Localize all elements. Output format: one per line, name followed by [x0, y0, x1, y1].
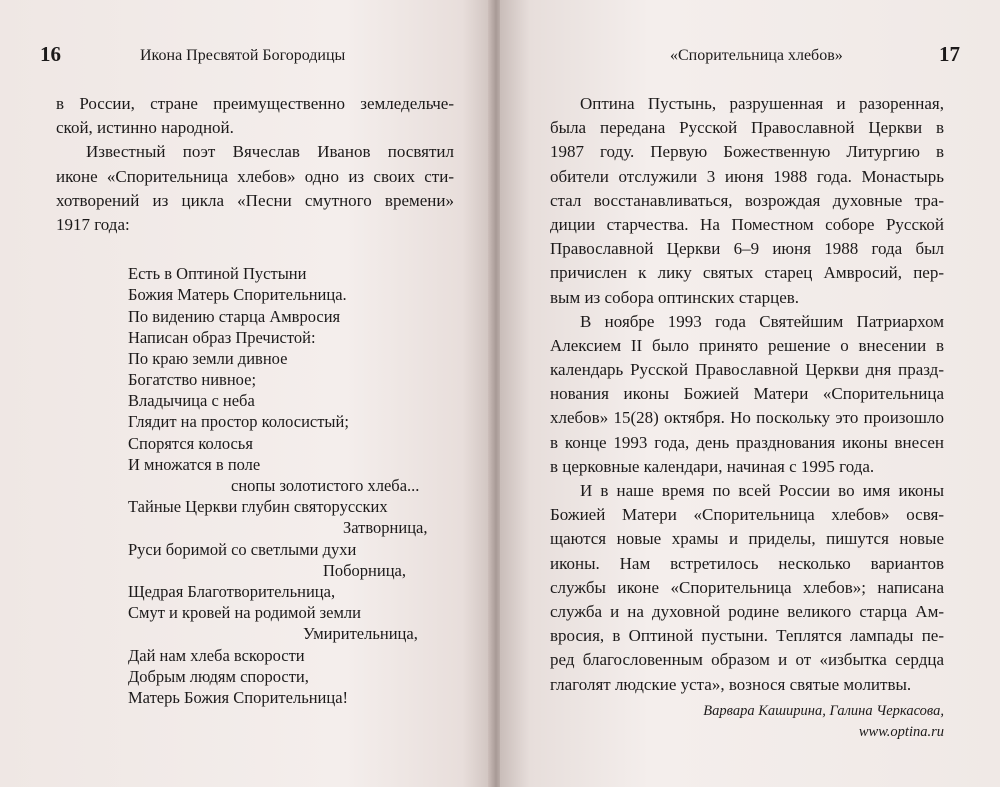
text-line: иконе «Спорительница хлебов» одно из своих сти-: [56, 166, 454, 186]
text-line: В ноябре 1993 года Святейшим Патриархом: [580, 311, 944, 331]
text-line: Известный поэт Вячеслав Иванов посвятил: [86, 142, 454, 162]
poem: [56, 263, 454, 708]
poem-line: По краю земли дивное: [128, 348, 288, 368]
text-line: вым из собора оптинских старцев.: [550, 287, 800, 307]
left-page-number: 16: [40, 42, 61, 66]
text-line: хлебов» 15(28) октября. Но поскольку это произошло: [550, 408, 944, 428]
poem-line: снопы золотистого хлеба...: [231, 476, 420, 495]
poem-line: Богатство нивное;: [128, 370, 257, 390]
poem-line: По видению старца Амвросия: [128, 306, 341, 326]
right-page-body: [550, 92, 944, 743]
text-line: Божией Матери «Спорительница хлебов» освя-: [550, 505, 944, 525]
text-line: была передана Русской Православной Церкви в: [550, 118, 944, 138]
poem-line: Написан образ Пречистой:: [128, 327, 316, 347]
signature: [550, 701, 944, 743]
text-line: службы иконе «Спорительница хлебов»; написана: [550, 577, 944, 597]
poem-line: Глядит на простор колосистый;: [128, 412, 349, 432]
poem-line: Добрым людям спорости,: [128, 666, 309, 686]
signature-source: www.optina.ru: [858, 723, 944, 740]
left-running-title: Икона Пресвятой Богородицы: [140, 47, 346, 64]
text-line: Алексием II было принято решение о внесении в: [550, 335, 944, 355]
text-line: 1917 года:: [56, 214, 130, 234]
poem-line: Есть в Оптиной Пустыни: [128, 264, 307, 284]
text-line: служба и на духовной родине великого старца Ам-: [550, 601, 944, 621]
text-line: ред благословенным образом и от «избытка сердца: [550, 650, 944, 670]
text-line: в церковные календари, начиная с 1995 года.: [550, 456, 875, 476]
right-page-header: [520, 44, 960, 74]
poem-line: Руси боримой со светлыми духи: [128, 539, 357, 559]
signature-authors: Варвара Каширина, Галина Черкасова,: [703, 702, 944, 719]
text-line: стал восстанавливаться, возрождая духовные тра-: [550, 190, 944, 210]
text-line: вросия, в Оптиной пустыни. Теплятся лампады пе-: [550, 626, 944, 646]
text-line: щаются новые храмы и приделы, пишутся новые: [550, 529, 944, 549]
poem-line: Умирительница,: [303, 624, 418, 644]
left-page-header: [40, 44, 460, 74]
right-running-title: «Спорительница хлебов»: [670, 47, 843, 64]
text-line: Православной Церкви 6–9 июня 1988 года был: [550, 239, 944, 259]
text-line: обители отслужили 3 июня 1988 года. Монастырь: [550, 166, 944, 186]
text-line: в России, стране преимущественно земледельче-: [56, 94, 454, 113]
text-line: ской, истинно народной.: [56, 118, 234, 138]
left-page-body: [56, 92, 454, 708]
text-line: в конце 1993 года, день празднования иконы внесен: [550, 432, 944, 452]
text-line: календарь Русской Православной Церкви дня празд-: [550, 360, 944, 380]
right-page: [500, 0, 1000, 787]
text-line: глаголят людские уста», вознося святые молитвы.: [550, 674, 912, 694]
poem-line: Владычица с неба: [128, 391, 255, 411]
text-line: нования иконы Божией Матери «Спорительница: [550, 384, 944, 404]
right-page-number: 17: [939, 42, 960, 66]
poem-line: Поборница,: [323, 560, 406, 580]
left-page: [0, 0, 492, 787]
poem-line: Матерь Божия Спорительница!: [128, 687, 349, 707]
text-line: причислен к лику святых старец Амвросий, пер-: [550, 263, 944, 283]
text-line: хотворений из цикла «Песни смутного времени»: [56, 190, 454, 210]
poem-line: Затворница,: [343, 518, 428, 538]
text-line: Оптина Пустынь, разрушенная и разоренная,: [580, 94, 944, 113]
text-line: иконы. Нам встретилось несколько вариантов: [550, 553, 944, 573]
text-line: 1987 году. Первую Божественную Литургию в: [550, 142, 944, 162]
poem-line: Смут и кровей на родимой земли: [128, 603, 361, 623]
poem-line: Спорятся колосья: [128, 433, 253, 453]
text-line: И в наше время по всей России во имя иконы: [580, 481, 944, 500]
poem-line: Дай нам хлеба вскорости: [128, 645, 305, 665]
poem-line: Тайные Церкви глубин святорусских: [128, 497, 388, 517]
poem-line: Божия Матерь Спорительница.: [128, 285, 347, 305]
text-line: диции старчества. На Поместном соборе Русской: [550, 214, 944, 234]
poem-line: Щедрая Благотворительница,: [128, 581, 336, 601]
poem-line: И множатся в поле: [128, 454, 261, 474]
